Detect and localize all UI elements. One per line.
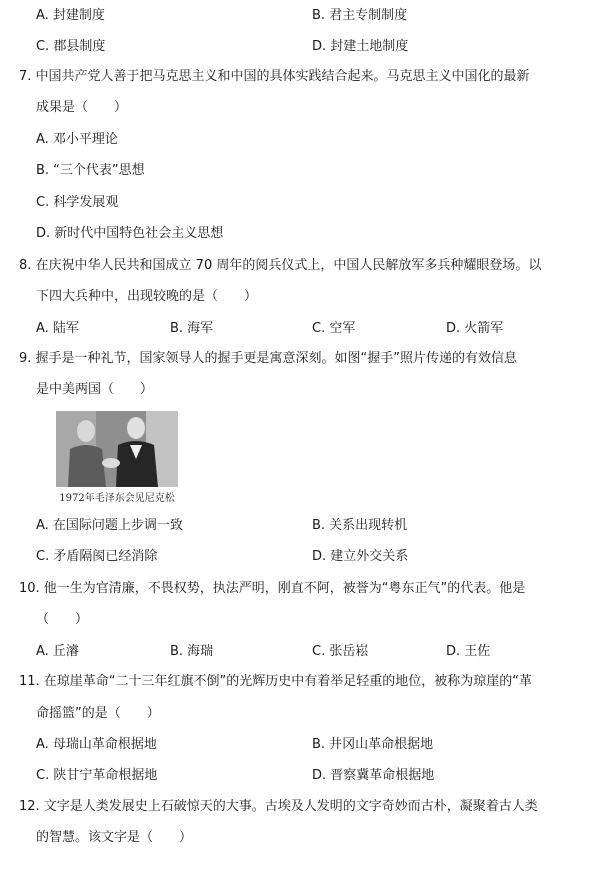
q10-stem-line1: 10. 他一生为官清廉，不畏权势，执法严明，刚直不阿，被誉为“粤东正气”的代表。他是: [19, 581, 526, 596]
q10-stem-line2: （ ）: [36, 612, 89, 627]
q10-option-b: B. 海瑞: [170, 644, 214, 659]
q11-stem-line2: 命摇篮”的是（ ）: [36, 706, 160, 721]
q6-option-b: B. 君主专制制度: [312, 8, 408, 23]
q9-option-a: A. 在国际问题上步调一致: [36, 518, 183, 533]
q8-stem-line1: 8. 在庆祝中华人民共和国成立 70 周年的阅兵仪式上，中国人民解放军多兵种耀眼登场。以: [19, 258, 542, 273]
q9-option-d: D. 建立外交关系: [312, 549, 409, 564]
q8-stem-line2: 下四大兵种中，出现较晚的是（ ）: [36, 289, 258, 304]
q8-option-a: A. 陆军: [36, 321, 79, 336]
q9-option-b: B. 关系出现转机: [312, 518, 408, 533]
q6-option-c: C. 郡县制度: [36, 39, 106, 54]
q11-option-c: C. 陕甘宁革命根据地: [36, 768, 158, 783]
handshake-photo-image: [56, 411, 178, 487]
q10-option-a: A. 丘濬: [36, 644, 79, 659]
q11-option-d: D. 晋察冀革命根据地: [312, 768, 435, 783]
handshake-illustration: [56, 411, 178, 487]
q8-option-d: D. 火箭军: [446, 321, 504, 336]
q10-option-d: D. 王佐: [446, 644, 491, 659]
q9-stem-line2: 是中美两国（ ）: [36, 382, 154, 397]
q12-stem-line2: 的智慧。该文字是（ ）: [36, 830, 193, 845]
q11-stem-line1: 11. 在琼崖革命“二十三年红旗不倒”的光辉历史中有着举足轻重的地位，被称为琼崖的“革: [19, 674, 533, 689]
q7-option-b: B. “三个代表”思想: [36, 163, 145, 178]
photo-caption: 1972年毛泽东会见尼克松: [59, 493, 175, 504]
q7-option-c: C. 科学发展观: [36, 195, 119, 210]
q7-stem-line1: 7. 中国共产党人善于把马克思主义和中国的具体实践结合起来。马克思主义中国化的最新: [19, 69, 530, 84]
q11-option-b: B. 井冈山革命根据地: [312, 737, 434, 752]
q9-stem-line1: 9. 握手是一种礼节，国家领导人的握手更是寓意深刻。如图“握手”照片传递的有效信息: [19, 351, 518, 366]
q7-option-d: D. 新时代中国特色社会主义思想: [36, 226, 224, 241]
q7-option-a: A. 邓小平理论: [36, 132, 118, 147]
q6-option-a: A. 封建制度: [36, 8, 105, 23]
q11-option-a: A. 母瑞山革命根据地: [36, 737, 157, 752]
handshake-photo: [56, 411, 178, 503]
q8-option-b: B. 海军: [170, 321, 214, 336]
q9-option-c: C. 矛盾隔阂已经消除: [36, 549, 158, 564]
q6-option-d: D. 封建土地制度: [312, 39, 409, 54]
q10-option-c: C. 张岳崧: [312, 644, 369, 659]
q12-stem-line1: 12. 文字是人类发展史上石破惊天的大事。古埃及人发明的文字奇妙而古朴，凝聚着古人类: [19, 799, 538, 814]
q7-stem-line2: 成果是（ ）: [36, 100, 128, 115]
q8-option-c: C. 空军: [312, 321, 356, 336]
